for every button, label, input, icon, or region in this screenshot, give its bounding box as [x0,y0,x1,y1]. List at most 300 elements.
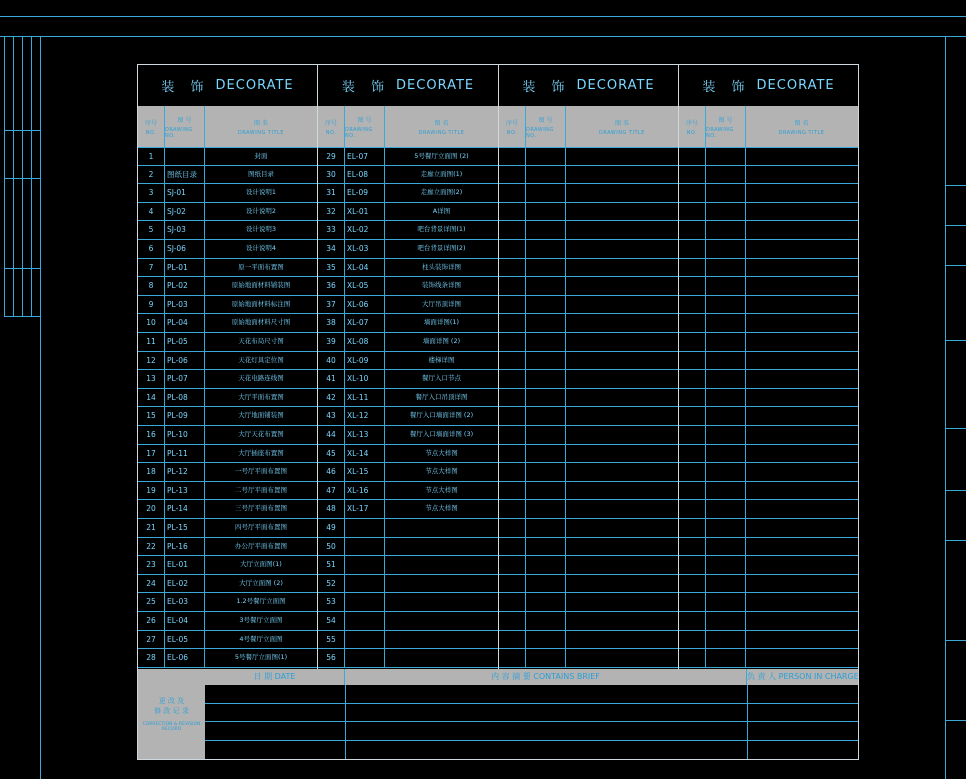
cell-title [746,240,857,258]
cell-no [679,500,706,518]
header-no-cn: 序号 [505,119,518,127]
cell-code: PL-03 [165,296,205,314]
cell-no: 28 [138,649,165,667]
cell-code [345,593,385,611]
cell-code [526,426,566,444]
cell-no: 26 [138,612,165,630]
cell-title [566,482,678,500]
cell-no [679,631,706,649]
cell-title: 餐厅入口墙面详图 (3) [409,430,474,438]
table-row [138,407,317,426]
cell-title: 吧台背景详图(2) [417,244,466,252]
column-title [499,65,678,106]
cell-no [679,352,706,370]
table-row [499,538,678,557]
table-row [679,482,858,501]
cell-title [566,296,678,314]
cell-no [679,240,706,258]
cell-code [706,148,746,165]
cell-code [345,649,385,667]
table-row [499,649,678,668]
table-row [138,426,317,445]
table-row [679,240,858,259]
table-row [499,407,678,426]
cell-title: 大厅吊顶详图 [422,299,461,308]
cell-code: PL-07 [165,370,205,388]
cell-title [566,463,678,481]
cell-no [679,370,706,388]
cell-title: 3号餐厅立面图 [239,616,283,624]
cell-no: 14 [138,389,165,407]
cell-no: 19 [138,482,165,500]
cell-no: 37 [318,296,345,314]
list-column-3 [499,65,679,669]
cell-code [526,482,566,500]
table-row [679,407,858,426]
cell-title [746,352,857,370]
cell-code: SJ-01 [165,184,205,202]
cell-no [679,649,706,667]
table-row [318,463,498,482]
column-title-en: DECORATE [576,78,655,93]
cell-title [566,166,678,184]
table-row [138,370,317,389]
cell-title [746,184,857,202]
cell-no: 33 [318,221,345,239]
column-header [138,106,317,147]
table-row [318,612,498,631]
cell-code [706,389,746,407]
cell-no: 3 [138,184,165,202]
cell-title: 设计说明1 [245,188,277,197]
cell-title [566,649,678,667]
cell-title [385,538,498,556]
cell-no: 52 [318,575,345,593]
table-row [138,482,317,501]
header-no [138,106,165,147]
cell-code [706,482,746,500]
cell-code [526,314,566,332]
cell-no: 25 [138,593,165,611]
frame-left-line [40,36,41,779]
cell-code [706,631,746,649]
table-row [499,352,678,371]
cell-code: XL-07 [345,314,385,332]
cell-title: 天花电路连线图 [238,374,284,383]
table-row [138,147,317,166]
cell-code [345,631,385,649]
cell-no: 2 [138,166,165,184]
cell-code: XL-16 [345,482,385,500]
cell-title [566,445,678,463]
cell-code: PL-14 [165,500,205,518]
revision-brief-header: 内 容 摘 要 CONTAINS BRIEF [345,669,747,685]
table-row [499,147,678,166]
cell-title [566,575,678,593]
table-row [318,631,498,650]
cell-code [165,148,205,165]
cell-no [499,556,526,574]
cell-no: 6 [138,240,165,258]
cell-no: 55 [318,631,345,649]
header-code-cn: 图 号 [177,116,192,124]
cell-title: 墙面详图(1) [423,318,460,327]
cell-no: 40 [318,352,345,370]
cell-code [526,352,566,370]
cell-code: EL-03 [165,593,205,611]
cell-title [385,556,498,574]
cell-no [679,538,706,556]
column-header [499,106,678,147]
cell-title [746,649,857,667]
cell-code: XL-13 [345,426,385,444]
cell-no: 27 [138,631,165,649]
cell-code [526,389,566,407]
header-no-en: NO. [506,129,518,136]
cell-code: PL-05 [165,333,205,351]
table-row [318,314,498,333]
cell-no [499,407,526,425]
cell-title: 办公厅平面布置图 [235,541,287,550]
cell-code: PL-02 [165,277,205,295]
cell-code [526,445,566,463]
revision-row [205,722,858,741]
cell-no: 42 [318,389,345,407]
table-row [318,389,498,408]
cell-no: 54 [318,612,345,630]
table-row [318,240,498,259]
header-no-cn: 序号 [144,119,157,127]
cell-code: PL-01 [165,259,205,277]
table-row [499,370,678,389]
table-row [679,556,858,575]
cell-title [746,426,857,444]
cell-code [526,519,566,537]
cell-title: 原始地面材料铺装图 [231,281,291,290]
cell-no [499,259,526,277]
cell-code [526,407,566,425]
table-row [679,426,858,445]
cell-title: 大厅平面布置图 [238,392,284,401]
cell-title: 楼梯详图 [428,355,455,364]
cell-code: EL-06 [165,649,205,667]
cell-title [746,370,857,388]
frame-inner-top-line [0,36,966,37]
cell-code [345,575,385,593]
table-row [679,612,858,631]
cell-no [499,538,526,556]
cell-no [499,352,526,370]
revision-row [205,685,858,704]
header-code-en: DRAWING NO. [526,126,554,139]
cell-code: XL-12 [345,407,385,425]
table-row [138,277,317,296]
table-row [318,184,498,203]
cell-code [706,445,746,463]
cell-title: 原始地面材料标注图 [231,299,291,308]
table-row [138,389,317,408]
table-row [318,500,498,519]
table-row [138,240,317,259]
cell-code [526,203,566,221]
header-no [499,106,526,147]
cell-code [706,221,746,239]
table-row [499,333,678,352]
cell-no: 50 [318,538,345,556]
cell-title: 设计说明4 [245,244,277,252]
column-header [679,106,858,147]
cell-no: 15 [138,407,165,425]
cell-title: 大厅地面铺装图 [238,411,284,420]
table-row [318,166,498,185]
cell-title: 装饰线条详图 [422,281,461,290]
cell-no: 22 [138,538,165,556]
cell-title [566,593,678,611]
cell-code [526,631,566,649]
table-row [138,556,317,575]
table-row [318,482,498,501]
cell-title: A详图 [432,206,451,215]
table-row [679,277,858,296]
revision-side-label [138,669,205,759]
cell-code: EL-02 [165,575,205,593]
cell-no: 35 [318,259,345,277]
cell-code [706,370,746,388]
cell-no: 44 [318,426,345,444]
cell-no: 21 [138,519,165,537]
column-title [318,65,498,106]
table-row [318,277,498,296]
cell-code: XL-02 [345,221,385,239]
cell-no [499,612,526,630]
cell-title [566,407,678,425]
table-row [679,389,858,408]
cell-title [566,426,678,444]
cell-title [746,203,857,221]
header-no-en: NO. [686,129,698,136]
cell-code: XL-01 [345,203,385,221]
cell-title: 节点大样图 [425,504,458,513]
cell-no [499,519,526,537]
cell-no [499,333,526,351]
cell-code: XL-15 [345,463,385,481]
cell-code: SJ-06 [165,240,205,258]
cell-no [499,296,526,314]
cell-code: EL-07 [345,148,385,165]
cell-code: XL-06 [345,296,385,314]
cell-title [385,649,498,667]
cell-code [526,612,566,630]
table-row [499,445,678,464]
cell-title: 餐厅入口墙面详图 (2) [409,411,474,420]
cell-code [706,240,746,258]
column-header [318,106,498,147]
cell-title [566,221,678,239]
cell-code: XL-11 [345,389,385,407]
table-row [499,240,678,259]
cell-code [706,649,746,667]
table-row [138,166,317,185]
cell-title [566,277,678,295]
cell-title: 大厅立面图(1) [240,560,282,569]
cell-code [706,184,746,202]
cell-no: 45 [318,445,345,463]
cell-title [385,593,498,611]
list-column-1 [138,65,318,669]
revision-person-header: 负 责 人 PERSON IN CHARGE [747,669,858,685]
header-no-en: NO. [325,129,337,136]
cell-title: 大厅立面图 (2) [239,578,283,587]
table-row [318,426,498,445]
table-row [679,575,858,594]
cell-title [746,296,857,314]
column-title-cn: 装 饰 [341,80,391,95]
cell-code [526,500,566,518]
cell-code [526,148,566,165]
cell-code: EL-09 [345,184,385,202]
cell-no [499,631,526,649]
cell-title [746,407,857,425]
table-row [318,407,498,426]
header-code [706,106,746,147]
cell-no [679,593,706,611]
table-row [318,352,498,371]
cell-code: PL-06 [165,352,205,370]
cell-no: 23 [138,556,165,574]
cell-title [566,259,678,277]
table-row [499,259,678,278]
table-row [138,593,317,612]
header-no-en: NO. [145,129,157,136]
cell-no [499,314,526,332]
cell-code: PL-08 [165,389,205,407]
table-row [318,203,498,222]
cell-no: 32 [318,203,345,221]
cell-title [746,593,857,611]
table-row [679,500,858,519]
cell-title: 四号厅平面布置图 [235,523,287,531]
table-row [679,445,858,464]
column-title-cn: 装 饰 [522,80,571,95]
cell-no [499,148,526,165]
table-row [679,314,858,333]
cell-title: 节点大样图 [425,485,458,494]
revision-date-header: 日 期 DATE [205,669,345,685]
cell-title: 节点大样图 [425,467,458,476]
cell-no: 29 [318,148,345,165]
cell-title [566,148,678,165]
cell-title: 走廊立面图(1) [420,169,463,178]
cell-code [706,166,746,184]
cell-code [526,166,566,184]
table-row [318,575,498,594]
table-row [679,296,858,315]
cell-no [679,148,706,165]
cell-no [679,221,706,239]
cell-no: 9 [138,296,165,314]
cell-no: 43 [318,407,345,425]
cell-code [706,277,746,295]
table-row [499,593,678,612]
cell-code [706,314,746,332]
cell-no: 53 [318,593,345,611]
cell-title [746,333,857,351]
cell-title [746,463,857,481]
cell-title: 1.2号餐厅立面图 [236,597,286,606]
header-title [746,106,857,147]
cell-code: PL-04 [165,314,205,332]
cell-title: 走廊立面图(2) [420,188,463,197]
cell-no [679,333,706,351]
header-title [385,106,498,147]
cell-code [706,333,746,351]
list-column-4 [679,65,858,669]
header-title-cn: 图 名 [794,119,809,127]
table-row [318,296,498,315]
cell-title: 天花灯具定位图 [238,355,284,364]
cell-no [679,296,706,314]
table-row [138,500,317,519]
cell-title: 设计说明2 [245,206,277,215]
header-title-en: DRAWING TITLE [238,129,284,136]
header-code-en: DRAWING NO. [345,126,373,139]
table-row [318,259,498,278]
header-no-cn: 序号 [685,119,698,127]
table-row [679,166,858,185]
header-code-cn: 图 号 [538,116,553,124]
cell-code: 图纸目录 [165,166,205,184]
table-row [138,184,317,203]
cell-no: 5 [138,221,165,239]
table-row [318,519,498,538]
table-row [318,333,498,352]
cell-no [679,612,706,630]
cell-no: 7 [138,259,165,277]
table-row [499,519,678,538]
cell-no: 17 [138,445,165,463]
cell-title [746,500,857,518]
cell-title [385,575,498,593]
table-row [679,184,858,203]
cell-title: 4号餐厅立面图 [239,634,283,643]
header-title [205,106,317,147]
cell-no [679,407,706,425]
table-row [138,649,317,668]
revision-side-en: CORRECTION & REVISION RECORD [142,722,201,732]
header-title [566,106,678,147]
cell-title [746,221,857,239]
cell-title [746,277,857,295]
cell-code [706,259,746,277]
table-row [679,463,858,482]
cell-code: SJ-03 [165,221,205,239]
header-code-cn: 图 号 [718,116,733,124]
cell-no: 31 [318,184,345,202]
cell-no: 38 [318,314,345,332]
cell-no [679,445,706,463]
cell-title: 设计说明3 [245,225,277,234]
cell-no [679,166,706,184]
table-row [138,352,317,371]
column-title [138,65,317,106]
header-title-en: DRAWING TITLE [418,129,465,136]
cell-code [526,593,566,611]
table-row [318,445,498,464]
cell-code: XL-10 [345,370,385,388]
header-title-en: DRAWING TITLE [599,129,645,136]
cell-no: 46 [318,463,345,481]
cell-code [526,575,566,593]
